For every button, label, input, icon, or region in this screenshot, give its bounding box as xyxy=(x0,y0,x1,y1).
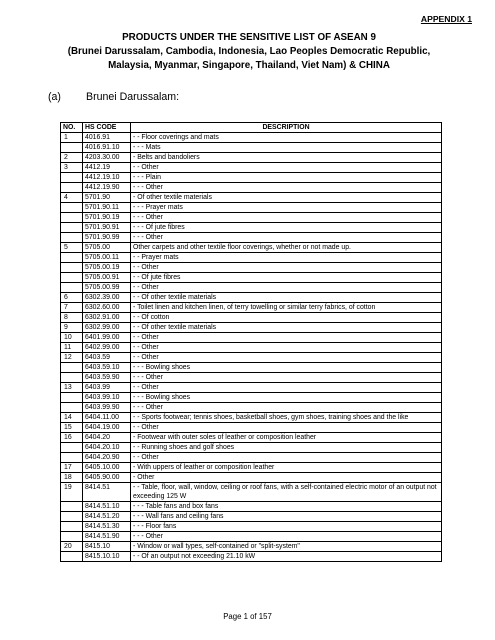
row-number xyxy=(61,223,83,233)
row-hs-code: 5705.00.11 xyxy=(83,253,131,263)
row-number: 16 xyxy=(61,433,83,443)
table-row xyxy=(61,363,442,373)
row-hs-code: 6403.99.10 xyxy=(83,393,131,403)
appendix-label: APPENDIX 1 xyxy=(420,14,472,24)
table-row xyxy=(61,293,442,303)
row-number xyxy=(61,512,83,522)
table-row xyxy=(61,213,442,223)
table-row xyxy=(61,353,442,363)
row-hs-code: 8414.51 xyxy=(83,483,131,502)
table-row xyxy=(61,502,442,512)
row-hs-code: 4412.19 xyxy=(83,163,131,173)
row-hs-code: 6405.90.00 xyxy=(83,473,131,483)
row-hs-code: 6403.99.90 xyxy=(83,403,131,413)
table-row xyxy=(61,443,442,453)
row-number: 13 xyxy=(61,383,83,393)
row-hs-code: 6404.20 xyxy=(83,433,131,443)
row-hs-code: 8414.51.10 xyxy=(83,502,131,512)
table-row xyxy=(61,223,442,233)
row-hs-code: 4412.19.90 xyxy=(83,183,131,193)
row-description: - - Floor coverings and mats xyxy=(131,133,442,143)
row-description: - Of other textile materials xyxy=(131,193,442,203)
row-description: - - - Wall fans and ceiling fans xyxy=(131,512,442,522)
row-description: - - Other xyxy=(131,333,442,343)
row-number: 19 xyxy=(61,483,83,502)
row-hs-code: 6404.20.10 xyxy=(83,443,131,453)
table-row xyxy=(61,522,442,532)
row-description: - - - Plain xyxy=(131,173,442,183)
row-number xyxy=(61,453,83,463)
row-description: - - - Other xyxy=(131,373,442,383)
table-row xyxy=(61,542,442,552)
row-number: 12 xyxy=(61,353,83,363)
header-description: DESCRIPTION xyxy=(131,123,442,133)
row-number xyxy=(61,203,83,213)
row-description: - - Other xyxy=(131,263,442,273)
row-hs-code: 6404.11.00 xyxy=(83,413,131,423)
row-number xyxy=(61,393,83,403)
row-hs-code: 6302.60.00 xyxy=(83,303,131,313)
row-description: - - Sports footwear; tennis shoes, basketball shoes, gym shoes, training shoes and the like xyxy=(131,413,442,423)
row-description: - - Other xyxy=(131,163,442,173)
row-description: - - - Other xyxy=(131,183,442,193)
row-description: - - Other xyxy=(131,343,442,353)
row-hs-code: 5701.90.91 xyxy=(83,223,131,233)
row-description: - - Of other textile materials xyxy=(131,293,442,303)
header-no: NO. xyxy=(61,123,83,133)
row-number: 14 xyxy=(61,413,83,423)
table-row xyxy=(61,552,442,562)
row-description: - - Prayer mats xyxy=(131,253,442,263)
row-description: - - - Of jute fibres xyxy=(131,223,442,233)
table-row xyxy=(61,512,442,522)
row-hs-code: 8415.10 xyxy=(83,542,131,552)
row-number: 10 xyxy=(61,333,83,343)
row-number: 17 xyxy=(61,463,83,473)
row-description: - - Other xyxy=(131,283,442,293)
row-number: 6 xyxy=(61,293,83,303)
section-label: (a) xyxy=(48,91,61,103)
title-line: (Brunei Darussalam, Cambodia, Indonesia, Lao Peoples Democratic Republic, xyxy=(67,46,431,57)
row-hs-code: 6403.99 xyxy=(83,383,131,393)
table-row xyxy=(61,343,442,353)
row-number xyxy=(61,263,83,273)
row-number xyxy=(61,233,83,243)
row-number xyxy=(61,403,83,413)
row-description: - - - Other xyxy=(131,403,442,413)
table-row xyxy=(61,183,442,193)
table-row xyxy=(61,433,442,443)
row-hs-code: 4016.91 xyxy=(83,133,131,143)
table-row xyxy=(61,323,442,333)
table-row xyxy=(61,133,442,143)
row-hs-code: 5705.00.91 xyxy=(83,273,131,283)
row-hs-code: 6403.59.90 xyxy=(83,373,131,383)
row-hs-code: 5701.90.19 xyxy=(83,213,131,223)
row-number: 5 xyxy=(61,243,83,253)
row-number: 4 xyxy=(61,193,83,203)
row-number xyxy=(61,173,83,183)
row-hs-code: 6403.59 xyxy=(83,353,131,363)
row-description: - - - Other xyxy=(131,213,442,223)
row-description: - - Of cotton xyxy=(131,313,442,323)
row-description: - With uppers of leather or composition leather xyxy=(131,463,442,473)
row-number: 8 xyxy=(61,313,83,323)
table-row xyxy=(61,413,442,423)
row-hs-code: 6403.59.10 xyxy=(83,363,131,373)
row-hs-code: 6302.91.00 xyxy=(83,313,131,323)
row-hs-code: 5705.00 xyxy=(83,243,131,253)
table-row xyxy=(61,483,442,502)
table-body xyxy=(61,133,442,562)
table-row xyxy=(61,273,442,283)
row-number xyxy=(61,373,83,383)
table-row xyxy=(61,453,442,463)
table-row xyxy=(61,463,442,473)
row-description: - - Other xyxy=(131,423,442,433)
row-number xyxy=(61,253,83,263)
row-description: - - Other xyxy=(131,453,442,463)
row-description: - - Of jute fibres xyxy=(131,273,442,283)
row-description: - Belts and bandoliers xyxy=(131,153,442,163)
row-hs-code: 6405.10.00 xyxy=(83,463,131,473)
row-description: - - - Prayer mats xyxy=(131,203,442,213)
document-title xyxy=(40,31,458,73)
row-hs-code: 4412.19.10 xyxy=(83,173,131,183)
row-number xyxy=(61,183,83,193)
title-line: Malaysia, Myanmar, Singapore, Thailand, Viet Nam) & CHINA xyxy=(108,60,390,71)
row-hs-code: 5701.90.11 xyxy=(83,203,131,213)
table-row xyxy=(61,193,442,203)
row-hs-code: 8414.51.90 xyxy=(83,532,131,542)
row-hs-code: 5705.00.19 xyxy=(83,263,131,273)
row-hs-code: 8415.10.10 xyxy=(83,552,131,562)
row-hs-code: 6401.99.00 xyxy=(83,333,131,343)
row-hs-code: 5701.90.99 xyxy=(83,233,131,243)
table-row xyxy=(61,163,442,173)
row-number: 20 xyxy=(61,542,83,552)
row-description: - Other xyxy=(131,473,442,483)
row-description: - - Other xyxy=(131,383,442,393)
table-row xyxy=(61,532,442,542)
page-number: Page 1 of 157 xyxy=(223,612,272,621)
row-hs-code: 6302.99.00 xyxy=(83,323,131,333)
row-hs-code: 6404.19.00 xyxy=(83,423,131,433)
table-row xyxy=(61,203,442,213)
row-number xyxy=(61,213,83,223)
row-hs-code: 8414.51.20 xyxy=(83,512,131,522)
row-description: - - - Bowling shoes xyxy=(131,363,442,373)
hs-code-table xyxy=(60,122,442,562)
row-number xyxy=(61,363,83,373)
row-number: 2 xyxy=(61,153,83,163)
table-row xyxy=(61,333,442,343)
row-description: - - Other xyxy=(131,353,442,363)
row-number: 15 xyxy=(61,423,83,433)
row-description: - - - Floor fans xyxy=(131,522,442,532)
row-description: - - - Mats xyxy=(131,143,442,153)
row-description: - - - Bowling shoes xyxy=(131,393,442,403)
row-number xyxy=(61,143,83,153)
row-hs-code: 6302.39.00 xyxy=(83,293,131,303)
row-number xyxy=(61,283,83,293)
row-hs-code: 5705.00.99 xyxy=(83,283,131,293)
table-row xyxy=(61,173,442,183)
row-description: - - Of other textile materials xyxy=(131,323,442,333)
table-row xyxy=(61,303,442,313)
row-hs-code: 8414.51.30 xyxy=(83,522,131,532)
row-number xyxy=(61,273,83,283)
row-description: - Window or wall types, self-contained or "split-system" xyxy=(131,542,442,552)
section-heading xyxy=(48,91,179,103)
table-row xyxy=(61,243,442,253)
row-number: 1 xyxy=(61,133,83,143)
row-hs-code: 5701.90 xyxy=(83,193,131,203)
row-number xyxy=(61,522,83,532)
row-description: Other carpets and other textile floor coverings, whether or not made up. xyxy=(131,243,442,253)
header-hs-code: HS CODE xyxy=(83,123,131,133)
row-description: - - - Other xyxy=(131,233,442,243)
row-hs-code: 6404.20.90 xyxy=(83,453,131,463)
row-number xyxy=(61,552,83,562)
row-description: - - - Other xyxy=(131,532,442,542)
row-number xyxy=(61,443,83,453)
table-row xyxy=(61,473,442,483)
table-row xyxy=(61,373,442,383)
row-number xyxy=(61,532,83,542)
row-hs-code: 4203.30.00 xyxy=(83,153,131,163)
table-row xyxy=(61,383,442,393)
table-row xyxy=(61,403,442,413)
row-description: - - Table, floor, wall, window, ceiling or roof fans, with a self-contained electric motor of an output not exceeding 125 W xyxy=(131,483,442,502)
row-number xyxy=(61,502,83,512)
row-number: 7 xyxy=(61,303,83,313)
row-description: - - Of an output not exceeding 21.10 kW xyxy=(131,552,442,562)
row-number: 9 xyxy=(61,323,83,333)
table-row xyxy=(61,423,442,433)
row-description: - Footwear with outer soles of leather or composition leather xyxy=(131,433,442,443)
table-row xyxy=(61,143,442,153)
section-country: Brunei Darussalam: xyxy=(86,91,180,103)
row-hs-code: 4016.91.10 xyxy=(83,143,131,153)
table-row xyxy=(61,253,442,263)
row-number: 11 xyxy=(61,343,83,353)
table-header-row xyxy=(61,123,442,133)
row-description: - - Running shoes and golf shoes xyxy=(131,443,442,453)
table-row xyxy=(61,263,442,273)
table-row xyxy=(61,313,442,323)
title-line: PRODUCTS UNDER THE SENSITIVE LIST OF ASEAN 9 xyxy=(122,32,376,43)
row-hs-code: 6402.99.00 xyxy=(83,343,131,353)
row-description: - - - Table fans and box fans xyxy=(131,502,442,512)
table-row xyxy=(61,393,442,403)
row-description: - Toilet linen and kitchen linen, of terry towelling or similar terry fabrics, of cotton xyxy=(131,303,442,313)
table-row xyxy=(61,233,442,243)
row-number: 3 xyxy=(61,163,83,173)
row-number: 18 xyxy=(61,473,83,483)
table-row xyxy=(61,153,442,163)
table-row xyxy=(61,283,442,293)
